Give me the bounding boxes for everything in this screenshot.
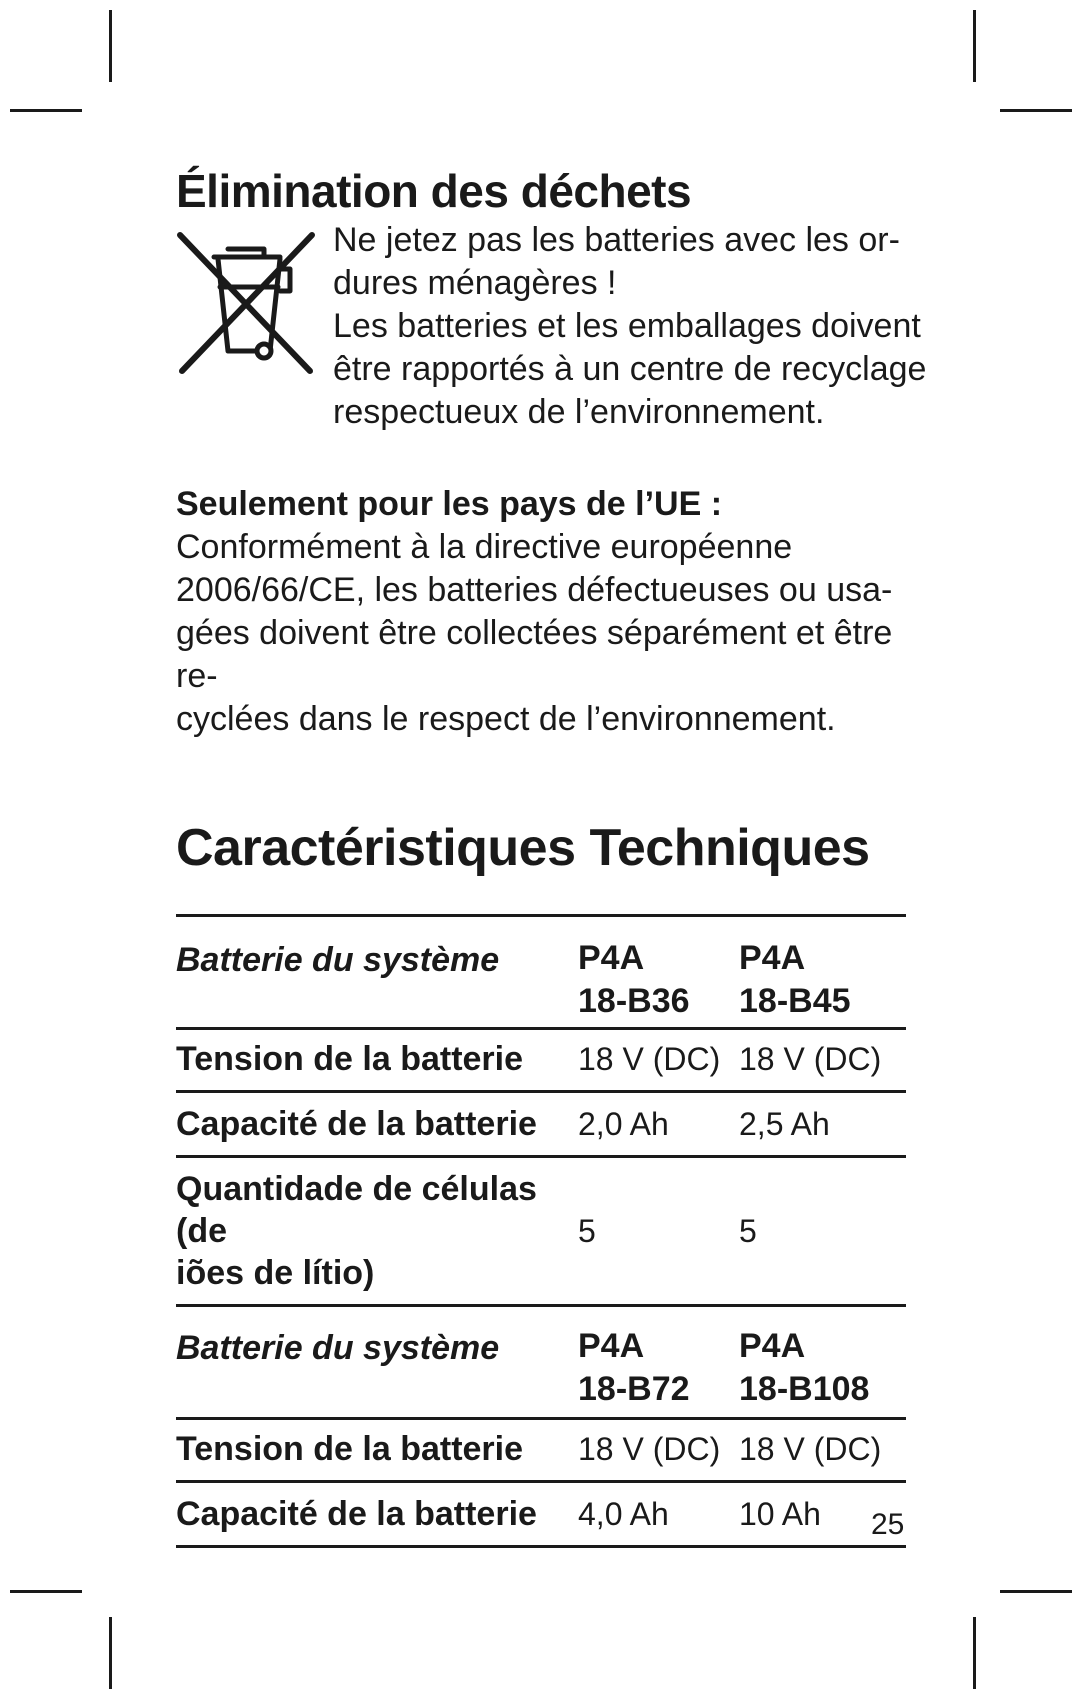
- model-line: P4A: [578, 938, 645, 977]
- table-row: [176, 1091, 906, 1156]
- eu-heading: Seulement pour les pays de l’UE :: [176, 485, 723, 523]
- model-cell: [578, 917, 739, 1029]
- model-cell: [578, 1305, 739, 1418]
- disposal-text: [333, 219, 933, 434]
- eu-line: 2006/66/CE, les batteries défectueuses ou usa-: [176, 571, 893, 609]
- row-label: [176, 1156, 578, 1305]
- row-label: Capacité de la batterie: [176, 1091, 578, 1156]
- row-label: Tension de la batterie: [176, 1028, 578, 1091]
- crop-mark-bottom-right-horizontal: [1000, 1590, 1072, 1593]
- value-cell: 4,0 Ah: [578, 1481, 739, 1546]
- disposal-line: respectueux de l’environnement.: [333, 393, 825, 431]
- row-label-line: Quantidade de células (de: [176, 1169, 537, 1250]
- eu-line: Conformément à la directive européenne: [176, 528, 793, 566]
- page-content: [176, 165, 927, 1548]
- crop-mark-bottom-left-vertical: [109, 1617, 112, 1689]
- specs-title: Caractéristiques Techniques: [176, 819, 870, 877]
- crop-mark-top-right-vertical: [973, 10, 976, 82]
- eu-section: [176, 483, 916, 741]
- page-number: 25: [871, 1508, 905, 1541]
- value-cell: 18 V (DC): [578, 1418, 739, 1481]
- model-line: 18-B72: [578, 1369, 690, 1408]
- eu-line: cyclées dans le respect de l’environnement.: [176, 700, 836, 738]
- row-label: Batterie du système: [176, 917, 578, 1029]
- model-line: 18-B45: [739, 981, 851, 1020]
- disposal-line: dures ménagères !: [333, 264, 617, 302]
- crossed-out-wheelie-bin-icon: [176, 229, 316, 379]
- value-cell: 10 Ah: [739, 1481, 906, 1546]
- model-cell: [739, 917, 906, 1029]
- table-row: [176, 1418, 906, 1481]
- disposal-title: Élimination des déchets: [176, 165, 692, 217]
- value-cell: 18 V (DC): [739, 1028, 906, 1091]
- crop-mark-top-left-horizontal: [10, 109, 82, 112]
- model-line: P4A: [739, 1326, 806, 1365]
- row-label: Batterie du système: [176, 1305, 578, 1418]
- model-line: P4A: [578, 1326, 645, 1365]
- disposal-section: [176, 219, 927, 439]
- table-row: [176, 1305, 906, 1418]
- row-label: Capacité de la batterie: [176, 1481, 578, 1546]
- value-cell: 2,0 Ah: [578, 1091, 739, 1156]
- value-cell: 5: [578, 1156, 739, 1305]
- model-line: 18-B36: [578, 981, 690, 1020]
- model-line: P4A: [739, 938, 806, 977]
- table-row: [176, 917, 906, 1029]
- value-cell: 18 V (DC): [578, 1028, 739, 1091]
- disposal-line: Ne jetez pas les batteries avec les or-: [333, 221, 900, 259]
- eu-line: gées doivent être collectées séparément et être re-: [176, 614, 893, 695]
- model-line: 18-B108: [739, 1369, 870, 1408]
- model-cell: [739, 1305, 906, 1418]
- disposal-line: Les batteries et les emballages doivent: [333, 307, 921, 345]
- specs-table: [176, 917, 906, 1548]
- row-label: Tension de la batterie: [176, 1418, 578, 1481]
- crop-mark-bottom-left-horizontal: [10, 1590, 82, 1593]
- table-row: [176, 1481, 906, 1546]
- table-row: [176, 1156, 906, 1305]
- crop-mark-top-left-vertical: [109, 10, 112, 82]
- table-row: [176, 1028, 906, 1091]
- disposal-line: être rapportés à un centre de recyclage: [333, 350, 927, 388]
- value-cell: 18 V (DC): [739, 1418, 906, 1481]
- crop-mark-top-right-horizontal: [1000, 109, 1072, 112]
- value-cell: 5: [739, 1156, 906, 1305]
- row-label-line: iões de lítio): [176, 1253, 375, 1292]
- crop-mark-bottom-right-vertical: [973, 1617, 976, 1689]
- value-cell: 2,5 Ah: [739, 1091, 906, 1156]
